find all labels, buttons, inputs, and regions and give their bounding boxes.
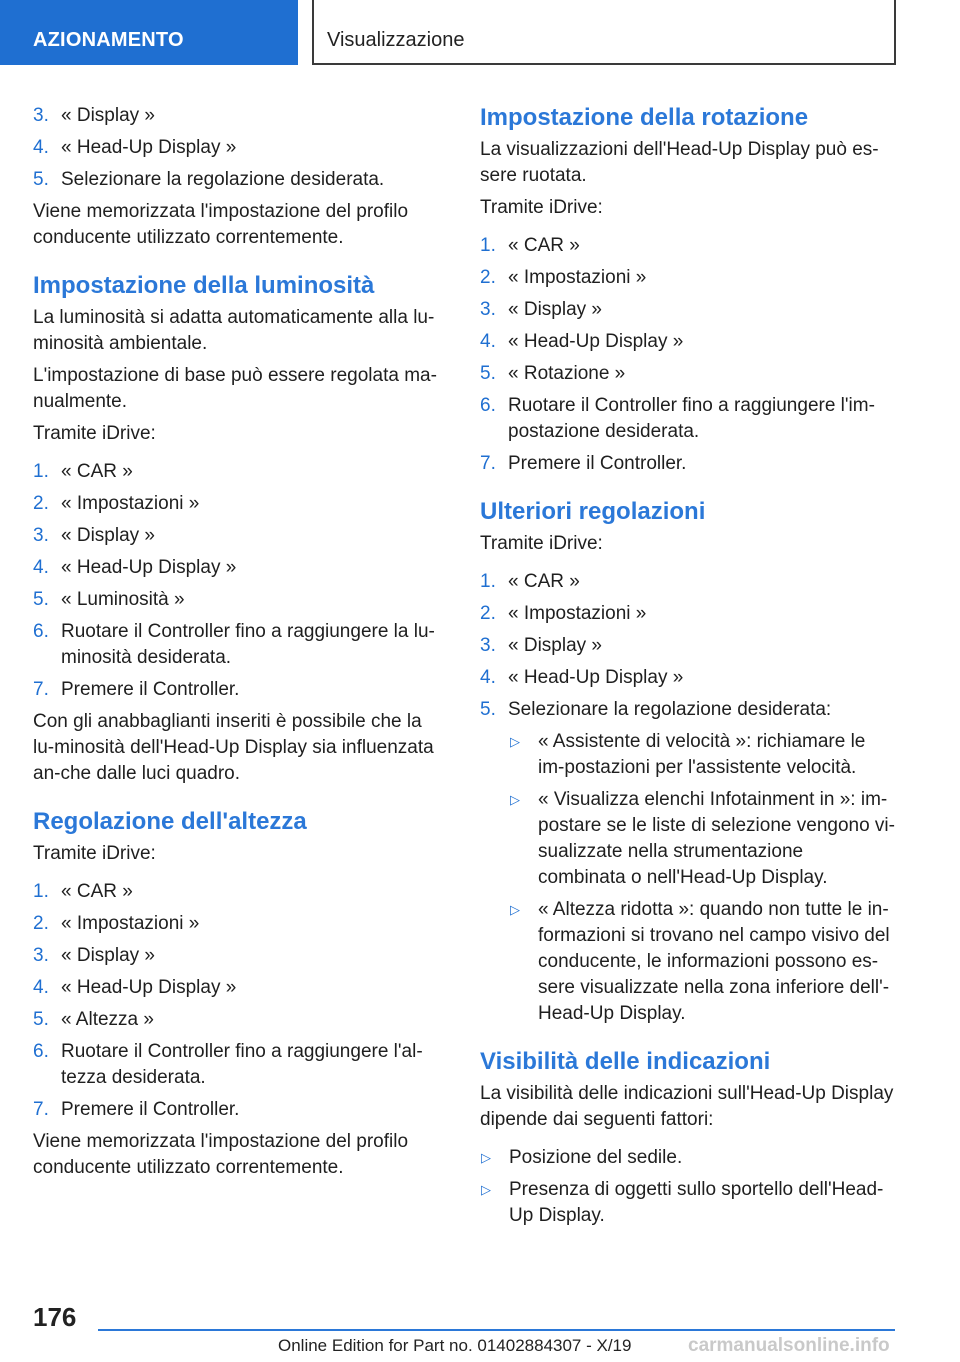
bullet-list-visibility [480, 1145, 895, 1229]
steps-list-rotation [480, 233, 895, 477]
list-text: « Impostazioni » [508, 267, 647, 288]
list-number: 3. [33, 945, 49, 966]
paragraph: L'impostazione di base può essere regolata ma-nualmente. [33, 365, 437, 412]
triangle-bullet-icon: ▷ [510, 902, 520, 917]
triangle-bullet-icon: ▷ [510, 734, 520, 749]
triangle-bullet-icon: ▷ [510, 792, 520, 807]
list-number: 4. [33, 137, 49, 158]
list-item [33, 167, 448, 193]
list-item [33, 677, 448, 703]
paragraph: La visualizzazioni dell'Head-Up Display può es-sere ruotata. [480, 139, 879, 186]
list-number: 7. [480, 453, 496, 474]
list-text: « Display » [61, 105, 155, 126]
heading-rotation: Impostazione della rotazione [480, 104, 809, 131]
header-section-tab: AZIONAMENTO [0, 0, 298, 65]
list-item [33, 911, 448, 937]
list-number: 6. [33, 1041, 49, 1062]
bullet-text: « Visualizza elenchi Infotainment in »: im-postare se le liste di selezione vengono vi-sualizzate nella strumentazione combinata o nell'Head-Up Display. [538, 789, 895, 888]
list-item [480, 697, 895, 723]
list-number: 4. [480, 331, 496, 352]
list-number: 1. [33, 461, 49, 482]
bullet-item [480, 729, 895, 781]
list-number: 5. [33, 169, 49, 190]
list-number: 3. [480, 299, 496, 320]
list-number: 2. [480, 603, 496, 624]
paragraph: Tramite iDrive: [480, 533, 603, 554]
list-number: 4. [33, 557, 49, 578]
list-text: « CAR » [61, 881, 133, 902]
list-text: « Head-Up Display » [61, 977, 237, 998]
list-text: « Impostazioni » [61, 493, 200, 514]
list-text: Premere il Controller. [508, 453, 687, 474]
list-item [33, 1039, 448, 1091]
heading-height: Regolazione dell'altezza [33, 808, 307, 835]
paragraph: Con gli anabbaglianti inseriti è possibile che la lu-minosità dell'Head-Up Display sia influenzata an-che dalle luci quadro. [33, 711, 434, 784]
list-number: 1. [480, 235, 496, 256]
list-text: « Head-Up Display » [508, 667, 684, 688]
list-item [33, 975, 448, 1001]
footer-divider [98, 1329, 895, 1331]
list-text: « Display » [61, 945, 155, 966]
list-number: 6. [33, 621, 49, 642]
triangle-bullet-icon: ▷ [481, 1150, 491, 1165]
paragraph: Tramite iDrive: [33, 843, 156, 864]
list-item [480, 633, 895, 659]
list-item [33, 523, 448, 549]
sub-bullet-list [480, 729, 895, 1027]
list-number: 2. [33, 913, 49, 934]
page-number: 176 [33, 1302, 77, 1332]
list-item [33, 587, 448, 613]
bullet-item [480, 1177, 895, 1229]
list-number: 3. [33, 525, 49, 546]
list-item [33, 135, 448, 161]
steps-list-profile [33, 103, 448, 193]
list-text: « Head-Up Display » [61, 557, 237, 578]
list-text: Ruotare il Controller fino a raggiungere l'al-tezza desiderata. [61, 1041, 423, 1088]
list-number: 1. [33, 881, 49, 902]
right-column [480, 103, 895, 1235]
list-item [480, 233, 895, 259]
list-text: « Luminosità » [61, 589, 185, 610]
list-item [33, 879, 448, 905]
list-text: « CAR » [508, 571, 580, 592]
list-item [480, 361, 895, 387]
list-text: « Head-Up Display » [508, 331, 684, 352]
list-text: « Impostazioni » [61, 913, 200, 934]
list-number: 5. [33, 589, 49, 610]
list-text: « Display » [61, 525, 155, 546]
list-text: Selezionare la regolazione desiderata: [508, 699, 832, 720]
list-item [480, 297, 895, 323]
list-number: 6. [480, 395, 496, 416]
list-item [33, 555, 448, 581]
heading-further-settings: Ulteriori regolazioni [480, 498, 706, 525]
list-text: « Rotazione » [508, 363, 626, 384]
bullet-item [480, 897, 895, 1027]
list-item [33, 103, 448, 129]
list-item [480, 393, 895, 445]
paragraph: Viene memorizzata l'impostazione del profilo conducente utilizzato correntemente. [33, 1131, 409, 1178]
heading-brightness: Impostazione della luminosità [33, 272, 375, 299]
paragraph: La visibilità delle indicazioni sull'Head-Up Display dipende dai seguenti fattori: [480, 1083, 894, 1130]
list-number: 3. [480, 635, 496, 656]
list-text: Premere il Controller. [61, 1099, 240, 1120]
bullet-text: Posizione del sedile. [509, 1147, 683, 1168]
list-number: 5. [33, 1009, 49, 1030]
list-item [33, 1097, 448, 1123]
list-item [480, 451, 895, 477]
list-number: 2. [33, 493, 49, 514]
heading-visibility: Visibilità delle indicazioni [480, 1048, 771, 1075]
list-number: 5. [480, 363, 496, 384]
list-text: Premere il Controller. [61, 679, 240, 700]
list-item [480, 265, 895, 291]
list-item [33, 459, 448, 485]
list-item [480, 569, 895, 595]
list-text: « CAR » [508, 235, 580, 256]
bullet-text: Presenza di oggetti sullo sportello dell'Head-Up Display. [509, 1179, 884, 1226]
paragraph: La luminosità si adatta automaticamente alla lu-minosità ambientale. [33, 307, 435, 354]
left-column [33, 103, 448, 1187]
list-item [33, 619, 448, 671]
list-number: 2. [480, 267, 496, 288]
steps-list-height [33, 879, 448, 1123]
list-text: « Head-Up Display » [61, 137, 237, 158]
paragraph: Tramite iDrive: [33, 423, 156, 444]
footer-edition: Online Edition for Part no. 01402884307 - X/19 [278, 1336, 632, 1355]
paragraph: Viene memorizzata l'impostazione del profilo conducente utilizzato correntemente. [33, 201, 409, 248]
list-item [480, 601, 895, 627]
list-number: 1. [480, 571, 496, 592]
list-text: Ruotare il Controller fino a raggiungere l'im-postazione desiderata. [508, 395, 875, 442]
list-item [33, 943, 448, 969]
bullet-text: « Assistente di velocità »: richiamare le im-postazioni per l'assistente velocità. [538, 731, 866, 778]
list-text: « Display » [508, 299, 602, 320]
list-number: 7. [33, 679, 49, 700]
bullet-text: « Altezza ridotta »: quando non tutte le in-formazioni si trovano nel campo visivo del conducente, le informazioni possono es-sere visualizzate nella zona inferiore dell'-Head-Up Display. [538, 899, 890, 1024]
list-number: 7. [33, 1099, 49, 1120]
list-text: Selezionare la regolazione desiderata. [61, 169, 385, 190]
list-item [33, 491, 448, 517]
header-chapter-title: Visualizzazione [312, 0, 896, 65]
list-text: « CAR » [61, 461, 133, 482]
steps-list-further [480, 569, 895, 723]
list-item [480, 665, 895, 691]
list-text: Ruotare il Controller fino a raggiungere la lu-minosità desiderata. [61, 621, 435, 668]
steps-list-brightness [33, 459, 448, 703]
list-number: 5. [480, 699, 496, 720]
list-number: 4. [33, 977, 49, 998]
list-text: « Display » [508, 635, 602, 656]
list-number: 3. [33, 105, 49, 126]
list-number: 4. [480, 667, 496, 688]
list-item [480, 329, 895, 355]
bullet-item [480, 1145, 895, 1171]
list-text: « Altezza » [61, 1009, 154, 1030]
list-item [33, 1007, 448, 1033]
bullet-item [480, 787, 895, 891]
watermark: carmanualsonline.info [688, 1335, 890, 1356]
paragraph: Tramite iDrive: [480, 197, 603, 218]
triangle-bullet-icon: ▷ [481, 1182, 491, 1197]
list-text: « Impostazioni » [508, 603, 647, 624]
